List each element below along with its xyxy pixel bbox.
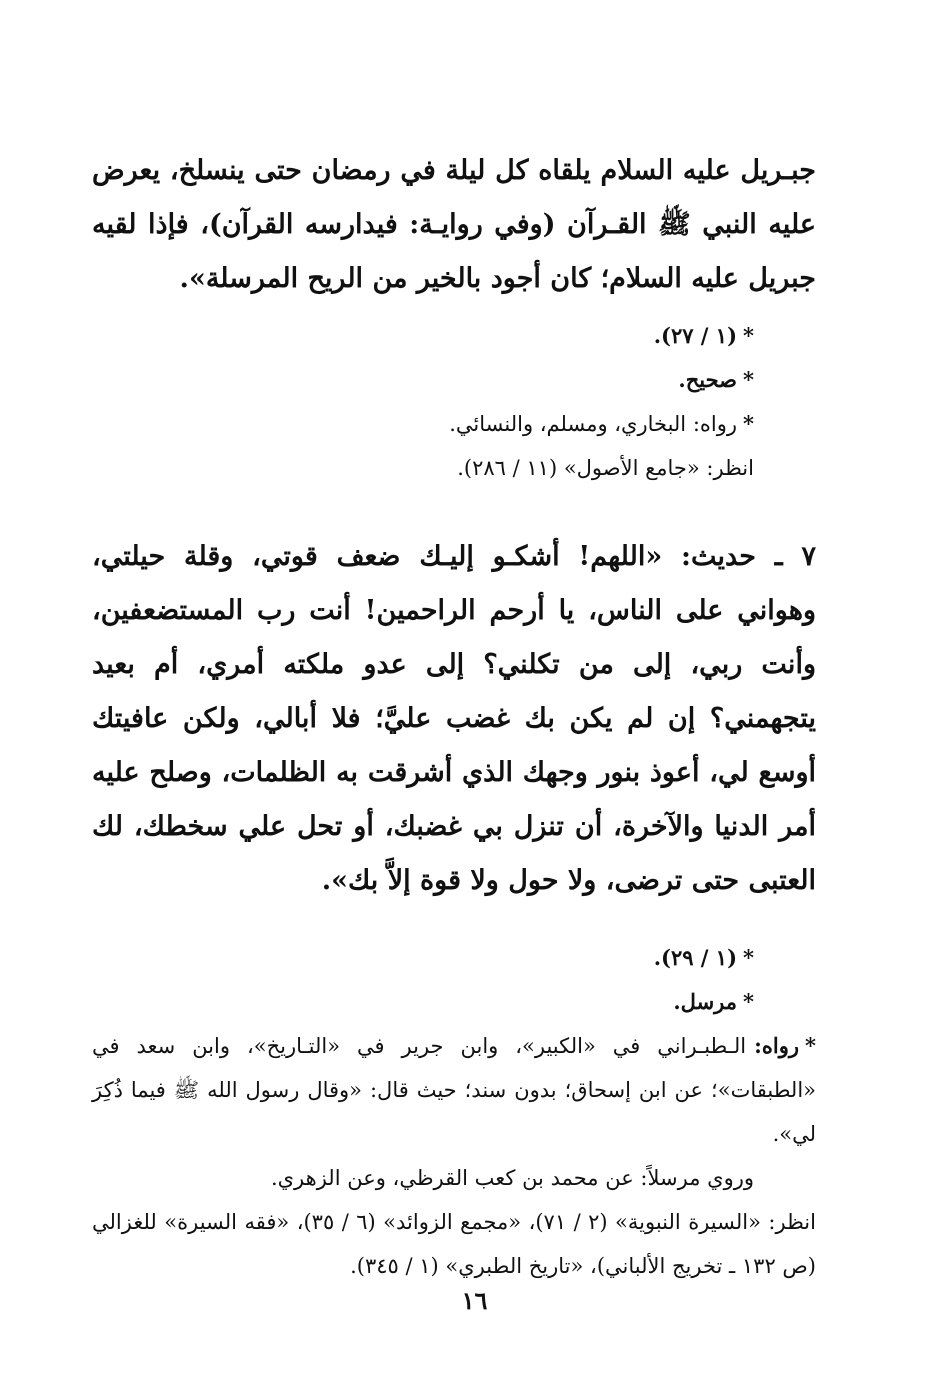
hadith-1-text: جبـريل عليه السلام يلقاه كل ليلة في رمضان حتى ينسلخ، يعرض عليه النبي ﷺ القـرآن (وفي روايـة: فيدارسه القرآن)، فإذا لقيه جبريل عليه السلام؛ كان أجود بالخير من الريح المرسلة». <box>92 155 816 294</box>
grade-text: صحيح. <box>678 367 738 392</box>
hadith-2-grade <box>92 980 816 1024</box>
narrators-lead: رواه: <box>754 1033 800 1058</box>
hadith-1-narrators <box>92 402 816 446</box>
reference-text: (١ / ٢٧). <box>653 323 738 348</box>
hadith-2-reference <box>92 936 816 980</box>
hadith-1-reference <box>92 314 816 358</box>
hadith-1-see-also: انظر: «جامع الأصول» (١١ / ٢٨٦). <box>457 456 754 480</box>
narrators-text: الـطبـراني في «الكبير»، وابن جرير في «التـاريخ»، وابن سعد في «الطبقات»؛ عن ابن إسحاق؛ بدون سند؛ حيث قال: «وقال رسول الله ﷺ فيما ذُكِرَ لي». <box>92 1034 816 1146</box>
hadith-2-see-also: انظر: «السيرة النبوية» (٢ / ٧١)، «مجمع الزوائد» (٦ / ٣٥)، «فقه السيرة» للغزالي (ص ١٣٢ ـ تخريج الألباني)، «تاريخ الطبري» (١ / ٣٤٥). <box>92 1210 816 1278</box>
narrators-text: رواه: البخاري، ومسلم، والنسائي. <box>449 412 738 436</box>
note-marker: * <box>743 323 754 348</box>
hadith-1-grade <box>92 358 816 402</box>
hadith-2-mursal-note: وروي مرسلاً: عن محمد بن كعب القرظي، وعن الزهري. <box>270 1166 754 1190</box>
page-number: ١٦ <box>461 1286 488 1315</box>
hadith-2-text: ٧ ـ حديث: «اللهم! أشكـو إليـك ضعف قوتي، وقلة حيلتي، وهواني على الناس، يا أرحم الراحمين! أنت رب المستضعفين، وأنت ربي، إلى من تكلني؟ إلى عدو ملكته أمري، أم بعيد يتجهمني؟ إن لم يكن بك غضب عليَّ؛ فلا أبالي، ولكن عافيتك أوسع لي، أعوذ بنور وجهك الذي أشرقت به الظلمات، وصلح عليه أمر الدنيا والآخرة، أن تنزل بي غضبك، أو تحل علي سخطك، لك العتبى حتى ترضى، ولا حول ولا قوة إلاَّ بك». <box>92 541 816 896</box>
hadith-1-notes <box>92 314 816 490</box>
note-marker: * <box>805 1033 816 1058</box>
hadith-2-notes <box>92 936 816 1288</box>
grade-text: مرسل. <box>673 989 738 1014</box>
note-marker: * <box>743 989 754 1014</box>
note-marker: * <box>743 945 754 970</box>
hadith-2-narrators <box>92 1024 816 1156</box>
note-marker: * <box>743 367 754 392</box>
note-marker: * <box>743 411 754 436</box>
reference-text: (١ / ٢٩). <box>653 945 738 970</box>
page-content <box>92 140 816 1288</box>
